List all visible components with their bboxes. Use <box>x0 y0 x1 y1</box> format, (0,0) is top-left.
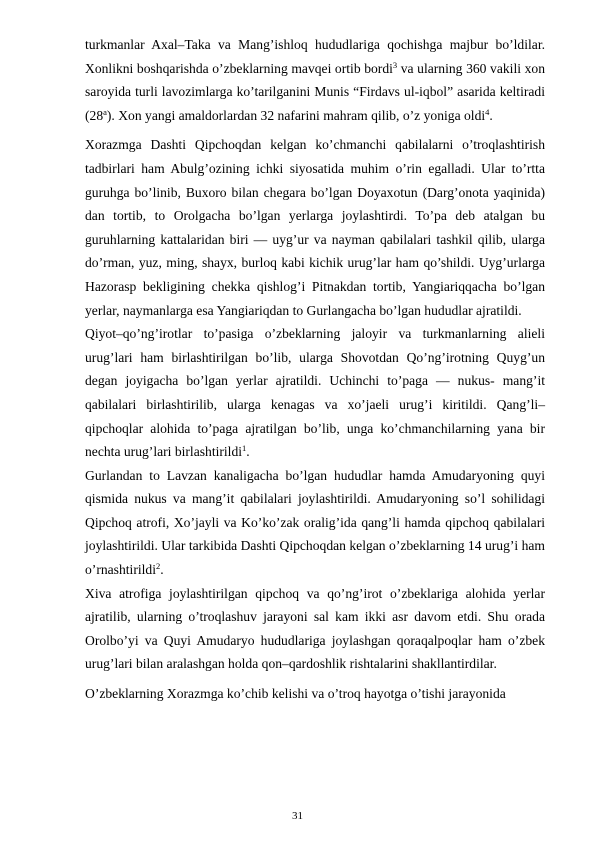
paragraph-1-text-b: va ularning 360 vakili xon saroyida turli lavozimlarga ko’tarilganini Munis “Firdavs ul-iqbol” asarida keltiradi (28 <box>85 60 545 123</box>
paragraph-1 <box>85 33 545 127</box>
paragraph-6: O’zbeklarning Xorazmga ko’chib kelishi va o’troq hayotga o’tishi jarayonida <box>85 686 506 702</box>
footnote-ref-3: 3 <box>392 59 398 70</box>
document-body <box>85 33 545 706</box>
footnote-ref-a: a <box>103 106 107 117</box>
paragraph-3-text-b: . <box>246 444 250 460</box>
paragraph-4-text-a: Gurlandan to Lavzan kanaligacha bo’lgan hududlar hamda Amudaryoning quyi qismida nukus va mang’it qabilalari joylashtirildi. Amudaryoning so’l sohilidagi Qipchoq atrofi, Xo’jayli va Ko’ko’zak oralig’ida qang’li hamda qipchoq qabilalari joylashtirildi. Ular tarkibida Dashti Qipchoqdan kelgan o’zbeklarning 14 urug’i ham o’rnashtirildi <box>85 467 545 578</box>
footnote-ref-2: 2 <box>155 561 161 572</box>
page-number: 31 <box>292 810 303 822</box>
paragraph-5: Xiva atrofiga joylashtirilgan qipchoq va qo’ng’irot o’zbeklariga alohida yerlar ajratilib, ularning o’troqlashuv jarayoni sal kam ikki asr davom etdi. Shu orada Orolbo’yi va Quyi Amudaryo hududlariga joylashgan qoraqalpoqlar ham o’zbek urug’lari bilan aralashgan holda qon–qardoshlik rishtalarini shakllantirdilar. <box>85 585 545 672</box>
paragraph-3 <box>85 322 545 464</box>
paragraph-4 <box>85 464 545 582</box>
paragraph-1-text-c: ). Xon yangi amaldorlardan 32 nafarini mahram qilib, o’z yoniga oldi <box>106 107 486 123</box>
paragraph-4-text-b: . <box>160 562 164 578</box>
paragraph-3-text-a: Qiyot–qo’ng’irotlar to’pasiga o’zbeklarning jaloyir va turkmanlarning alieli urug’lari ham birlashtirilgan bo’lib, ularga Shovotdan Qo’ng’irotning Quyg’un degan joyigacha bo’lgan yerlar ajratildi. Uchinchi to’paga — nukus- mang’it qabilalari birlashtirilib, ularga kenagas va xo’jaeli urug’i kiritildi. Qang’li–qipchoqlar alohida to’paga ajratilgan bo’lib, unga ko’chmanchilarning yana bir nechta urug’lari birlashtirildi <box>85 326 545 460</box>
footnote-ref-4: 4 <box>485 106 490 117</box>
paragraph-1-text-a: turkmanlar Axal–Taka va Mang’ishloq hududlariga qochishga majbur bo’ldilar. Xonlikni boshqarishda o’zbeklarning mavqei ortib bordi <box>85 37 545 76</box>
footnote-ref-1: 1 <box>242 443 247 454</box>
paragraph-1-text-d: . <box>489 107 493 123</box>
paragraph-2: Xorazmga Dashti Qipchoqdan kelgan ko’chmanchi qabilalarni o’troqlashtirish tadbirlari ham Abulg’ozining ichki siyosatida muhim o’rin egalladi. Ular to’rtta guruhga bo’linib, Buxoro bilan chegara bo’lgan Doyaxotun (Darg’onota yaqinida) dan tortib, to Orolgacha bo’lgan yerlarga joylashtirdi. To’pa deb atalgan bu guruhlarning kattalaridan biri — uyg’ur va nayman qabilalari tashkil qilib, ularga do’rman, yuz, ming, shayx, burloq kabi kichik urug’lar ham qo’shildi. Uyg’urlarga Hazorasp bekligining chekka qishlog’i Pitnakdan tortib, Yangiariqqacha bo’lgan yerlar, naymanlarga esa Yangiariqdan to Gurlangacha bo’lgan hududlar ajratildi. <box>85 137 545 318</box>
